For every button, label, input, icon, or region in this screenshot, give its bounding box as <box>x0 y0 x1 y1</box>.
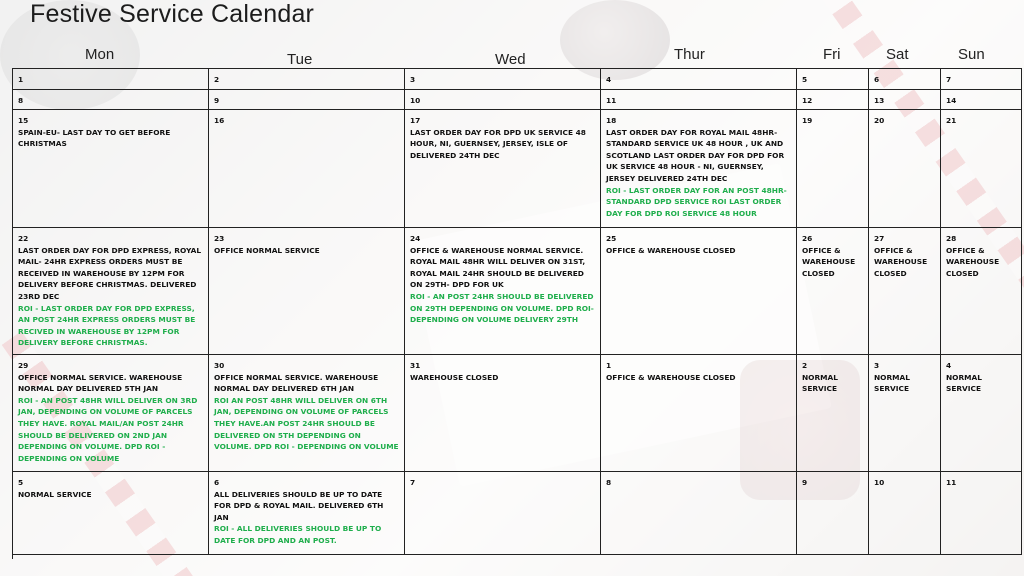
service-note: OFFICE & WAREHOUSE CLOSED <box>946 245 1000 278</box>
calendar-cell-sat <box>869 355 941 472</box>
date-number: 30 <box>214 361 225 370</box>
service-note: NORMAL SERVICE <box>874 372 910 394</box>
day-header-sun: Sun <box>958 46 985 63</box>
service-note: LAST ORDER DAY FOR DPD UK SERVICE 48 HOUR, NI, GUERNSEY, JERSEY, ISLE OF DELIVERED 24TH DEC <box>410 127 586 160</box>
date-number: 4 <box>946 361 952 370</box>
calendar-cell-thur <box>601 228 797 355</box>
calendar-cell-fri <box>797 355 869 472</box>
calendar-cell-mon <box>13 228 209 355</box>
date-number: 16 <box>214 116 225 125</box>
date-number: 29 <box>18 361 29 370</box>
date-number: 21 <box>946 116 957 125</box>
service-note: LAST ORDER DAY FOR DPD EXPRESS, ROYAL MAIL- 24HR EXPRESS ORDERS MUST BE RECEIVED IN WAREHOUSE BY 12PM FOR DELIVERY BEFORE CHRISTMAS. DELIVERED 23RD DEC <box>18 245 202 301</box>
date-number: 26 <box>802 234 813 243</box>
calendar-cell-sun <box>941 228 1022 355</box>
date-number: 9 <box>802 478 808 487</box>
service-note: OFFICE & WAREHOUSE CLOSED <box>874 245 928 278</box>
date-number: 10 <box>874 478 885 487</box>
service-note: OFFICE & WAREHOUSE CLOSED <box>606 372 736 382</box>
service-note: ALL DELIVERIES SHOULD BE UP TO DATE FOR DPD & ROYAL MAIL. DELIVERED 6TH JAN <box>214 489 384 522</box>
date-number: 9 <box>214 96 220 105</box>
date-number: 10 <box>410 96 421 105</box>
page-title: Festive Service Calendar <box>30 0 315 28</box>
calendar-cell-sun <box>941 90 1022 110</box>
service-note: SPAIN-EU- LAST DAY TO GET BEFORE CHRISTMAS <box>18 127 171 149</box>
roi-note: ROI - AN POST 48HR WILL DELIVER ON 3RD JAN, DEPENDING ON VOLUME OF PARCELS THEY HAVE. ROYAL MAIL/AN POST 24HR SHOULD BE DELIVERED ON 2ND JAN DEPENDING ON VOLUME. DPD ROI - DEPENDING ON VOLUME <box>18 395 198 463</box>
service-note: WAREHOUSE CLOSED <box>410 372 499 382</box>
calendar-cell-sat <box>869 69 941 90</box>
date-number: 7 <box>410 478 416 487</box>
service-note: OFFICE NORMAL SERVICE. WAREHOUSE NORMAL DAY DELIVERED 5TH JAN <box>18 372 183 394</box>
date-number: 20 <box>874 116 885 125</box>
service-note: LAST ORDER DAY FOR ROYAL MAIL 48HR-STANDARD SERVICE UK 48 HOUR , UK AND SCOTLAND LAST ORDER DAY FOR DPD FOR UK SERVICE 48 HOUR - NI, GUERNSEY, JERSEY DELIVERED 24TH DEC <box>606 127 785 183</box>
calendar-cell-sun <box>941 355 1022 472</box>
day-header-fri: Fri <box>823 46 841 63</box>
date-number: 6 <box>874 75 880 84</box>
calendar-cell-wed <box>405 110 601 228</box>
date-number: 19 <box>802 116 813 125</box>
calendar-cell-tue <box>209 90 405 110</box>
day-header-wed: Wed <box>495 51 526 68</box>
calendar-cell-tue <box>209 69 405 90</box>
service-note: OFFICE & WAREHOUSE CLOSED <box>802 245 856 278</box>
calendar-cell-thur <box>601 110 797 228</box>
calendar-cell-fri <box>797 472 869 555</box>
date-number: 8 <box>606 478 612 487</box>
calendar-cell-mon <box>13 472 209 555</box>
date-number: 28 <box>946 234 957 243</box>
day-header-tue: Tue <box>287 51 313 68</box>
roi-note: ROI AN POST 48HR WILL DELIVER ON 6TH JAN, DEPENDING ON VOLUME OF PARCELS THEY HAVE.AN POST 24HR SHOULD BE DELIVERED ON 5TH DEPENDING ON VOLUME. DPD ROI - DEPENDING ON VOLUME <box>214 395 399 452</box>
service-note: NORMAL SERVICE <box>946 372 982 394</box>
date-number: 13 <box>874 96 885 105</box>
roi-note: ROI - LAST ORDER DAY FOR AN POST 48HR-STANDARD DPD SERVICE ROI LAST ORDER DAY FOR DPD ROI SERVICE 48 HOUR <box>606 185 787 218</box>
day-header-thur: Thur <box>674 46 705 63</box>
calendar-cell-thur <box>601 355 797 472</box>
calendar-cell-fri <box>797 110 869 228</box>
date-number: 11 <box>606 96 617 105</box>
service-note: NORMAL SERVICE <box>18 489 92 499</box>
calendar-cell-tue <box>209 110 405 228</box>
date-number: 5 <box>802 75 808 84</box>
calendar-cell-thur <box>601 69 797 90</box>
calendar-cell-fri <box>797 90 869 110</box>
date-number: 6 <box>214 478 220 487</box>
service-note: OFFICE & WAREHOUSE CLOSED <box>606 245 736 255</box>
date-number: 2 <box>214 75 220 84</box>
day-header-sat: Sat <box>886 46 909 63</box>
calendar-cell-mon <box>13 69 209 90</box>
date-number: 18 <box>606 116 617 125</box>
roi-note: ROI - AN POST 24HR SHOULD BE DELIVERED ON 29TH DEPENDING ON VOLUME. DPD ROI- DEPENDING ON VOLUME DELIVERY 29TH <box>410 291 594 325</box>
calendar-cell-tue <box>209 355 405 472</box>
calendar-cell-sun <box>941 472 1022 555</box>
calendar-cell-wed <box>405 228 601 355</box>
service-note: OFFICE NORMAL SERVICE <box>214 245 320 255</box>
date-number: 5 <box>18 478 24 487</box>
date-number: 27 <box>874 234 885 243</box>
date-number: 4 <box>606 75 612 84</box>
date-number: 22 <box>18 234 29 243</box>
calendar-grid <box>12 68 1022 559</box>
calendar-cell-mon <box>13 110 209 228</box>
date-number: 3 <box>874 361 880 370</box>
date-number: 31 <box>410 361 421 370</box>
day-header-mon: Mon <box>85 46 115 63</box>
date-number: 1 <box>606 361 612 370</box>
date-number: 8 <box>18 96 24 105</box>
calendar-cell-wed <box>405 90 601 110</box>
roi-note: ROI - LAST ORDER DAY FOR DPD EXPRESS, AN POST 24HR EXPRESS ORDERS MUST BE RECIVED IN WAREHOUSE BY 12PM FOR DELIVERY BEFORE CHRISTMAS. <box>18 303 196 348</box>
calendar-cell-wed <box>405 69 601 90</box>
calendar-cell-thur <box>601 472 797 555</box>
date-number: 12 <box>802 96 813 105</box>
date-number: 7 <box>946 75 952 84</box>
calendar-cell-sat <box>869 90 941 110</box>
calendar-cell-tue <box>209 228 405 355</box>
date-number: 11 <box>946 478 957 487</box>
calendar-cell-wed <box>405 355 601 472</box>
service-note: OFFICE NORMAL SERVICE. WAREHOUSE NORMAL DAY DELIVERED 6TH JAN <box>214 372 379 394</box>
calendar-cell-sat <box>869 228 941 355</box>
date-number: 15 <box>18 116 29 125</box>
calendar-cell-fri <box>797 69 869 90</box>
service-note: OFFICE & WAREHOUSE NORMAL SERVICE. ROYAL MAIL 48HR WILL DELIVER ON 31ST, ROYAL MAIL 24HR SHOULD BE DELIVERED ON 29TH- DPD FOR UK <box>410 245 586 290</box>
service-note: NORMAL SERVICE <box>802 372 838 394</box>
calendar-cell-sat <box>869 472 941 555</box>
calendar-cell-sat <box>869 110 941 228</box>
date-number: 3 <box>410 75 416 84</box>
date-number: 2 <box>802 361 808 370</box>
date-number: 1 <box>18 75 24 84</box>
date-number: 25 <box>606 234 617 243</box>
date-number: 23 <box>214 234 225 243</box>
calendar-cell-mon <box>13 90 209 110</box>
date-number: 17 <box>410 116 421 125</box>
calendar-cell-tue <box>209 472 405 555</box>
date-number: 14 <box>946 96 957 105</box>
calendar-cell-wed <box>405 472 601 555</box>
calendar-cell-mon <box>13 355 209 472</box>
calendar-cell-sun <box>941 110 1022 228</box>
calendar-cell-sun <box>941 69 1022 90</box>
calendar-cell-fri <box>797 228 869 355</box>
date-number: 24 <box>410 234 421 243</box>
calendar-cell-thur <box>601 90 797 110</box>
roi-note: ROI - ALL DELIVERIES SHOULD BE UP TO DATE FOR DPD AND AN POST. <box>214 524 382 545</box>
